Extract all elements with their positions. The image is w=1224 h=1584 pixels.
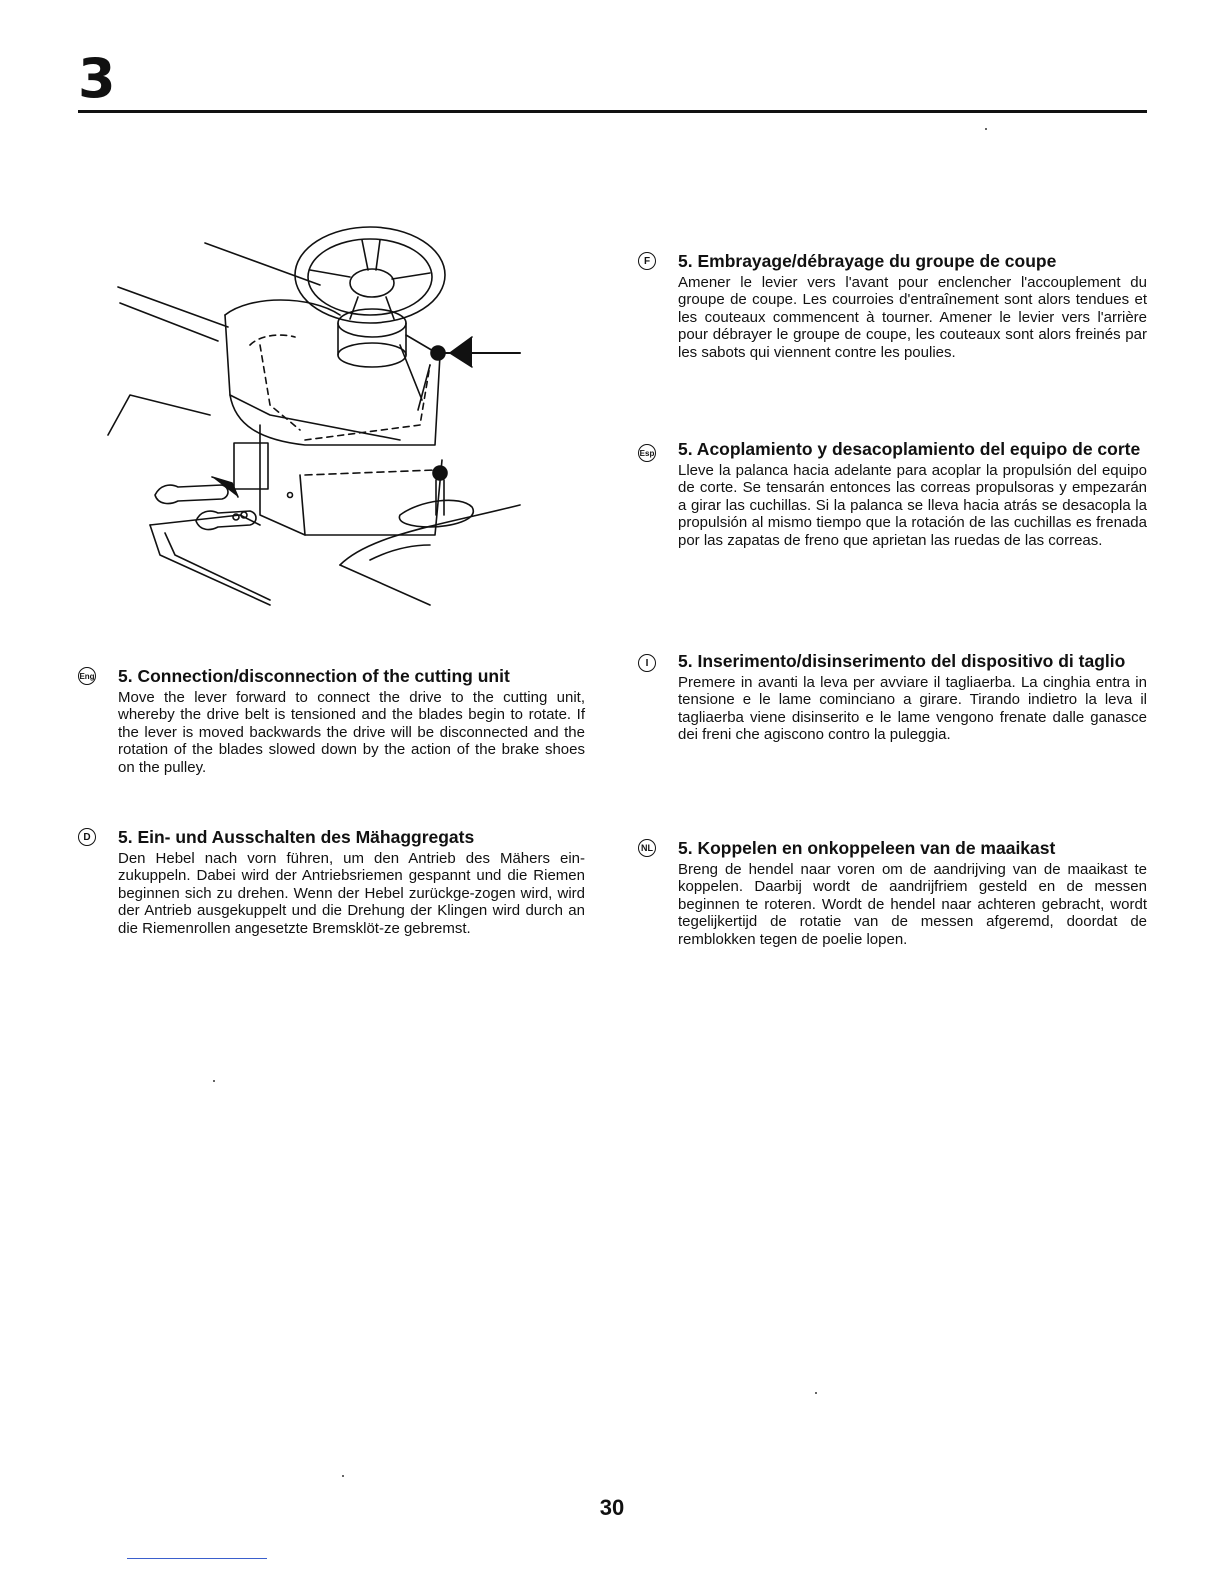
section-title: 5. Inserimento/disinserimento del dispositivo di taglio [678, 651, 1126, 671]
scan-speck [815, 1392, 817, 1394]
scan-speck [342, 1475, 344, 1477]
page-number: 30 [599, 1495, 625, 1520]
chapter-number: 3 [78, 47, 114, 110]
lang-badge-italian-icon: I [638, 654, 656, 672]
footer-line [127, 1558, 267, 1559]
section-title: 5. Embrayage/débrayage du groupe de coupe [678, 251, 1057, 271]
section-german [78, 826, 585, 937]
section-title: 5. Acoplamiento y desacoplamiento del equipo de corte [678, 439, 1141, 459]
section-english [78, 665, 585, 776]
section-spanish [638, 438, 1147, 549]
section-body: Lleve la palanca hacia adelante para acoplar la propulsión del equipo de corte. Se tensarán entonces las correas propulsoras y empezarán a girar las cuchillas. Si la palanca se lleva hacia atrás se desacopla la propulsión al mismo tiempo que la rotación de las cuchillas es frenada por las zapatas de freno que aprietan las ruedas de las correas. [678, 462, 1147, 549]
lang-badge-dutch-icon: NL [638, 839, 656, 857]
scan-speck [213, 1080, 215, 1082]
section-body: Amener le levier vers l'avant pour enclencher l'accouplement du groupe de coupe. Les courroies d'entraînement sont alors tendues et les couteaux commencent à tourner. Amener le levier vers l'arrière pour débrayer le groupe de coupe, les couteaux sont alors freinés par les sabots qui viennent contre les poulies. [678, 274, 1147, 361]
section-title: 5. Koppelen en onkoppeleen van de maaikast [678, 838, 1056, 858]
section-italian [638, 650, 1147, 744]
section-body: Den Hebel nach vorn führen, um den Antrieb des Mähers ein-zukuppeln. Dabei wird der Antriebsriemen gespannt und die Riemen beginnen sich zu drehen. Wenn der Hebel zurückge-zogen wird, wird der Antrieb ausgekuppelt und die Drehung der Klingen wird durch an die Riemenrollen angesetzte Bremsklöt-ze gebremst. [118, 850, 585, 937]
section-title: 5. Connection/disconnection of the cutting unit [118, 666, 510, 686]
section-body: Move the lever forward to connect the drive to the cutting unit, whereby the drive belt is tensioned and the blades begin to rotate. If the lever is moved backwards the drive will be disconnected and the rotation of the blades slowed down by the action of the brake shoes on the pulley. [118, 689, 585, 776]
header-rule [78, 110, 1147, 113]
section-body: Premere in avanti la leva per avviare il tagliaerba. La cinghia entra in tensione e le lame cominciano a girare. Tirando indietro la leva il tagliaerba viene disinserito e le lame vengono frenate dalle ganasce dei freni che agiscono contro la puleggia. [678, 674, 1147, 744]
section-body: Breng de hendel naar voren om de aandrijving van de maaikast te koppelen. Daarbij wordt de aandrijfriem gesteld en de messen beginnen te roteren. Wordt de hendel naar achteren gebracht, wordt tegelijkertijd de rotatie van de messen afgeremd, doordat de remblokken tegen de poelie lopen. [678, 861, 1147, 948]
section-dutch [638, 837, 1147, 948]
lang-badge-spanish-icon: Esp [638, 444, 656, 462]
section-title: 5. Ein- und Ausschalten des Mähaggregats [118, 827, 475, 847]
lang-badge-german-icon: D [78, 828, 96, 846]
section-french [638, 250, 1147, 361]
tractor-lever-illustration [100, 215, 540, 615]
lang-badge-english-icon: Eng [78, 667, 96, 685]
lang-badge-french-icon: F [638, 252, 656, 270]
scan-speck [985, 128, 987, 130]
